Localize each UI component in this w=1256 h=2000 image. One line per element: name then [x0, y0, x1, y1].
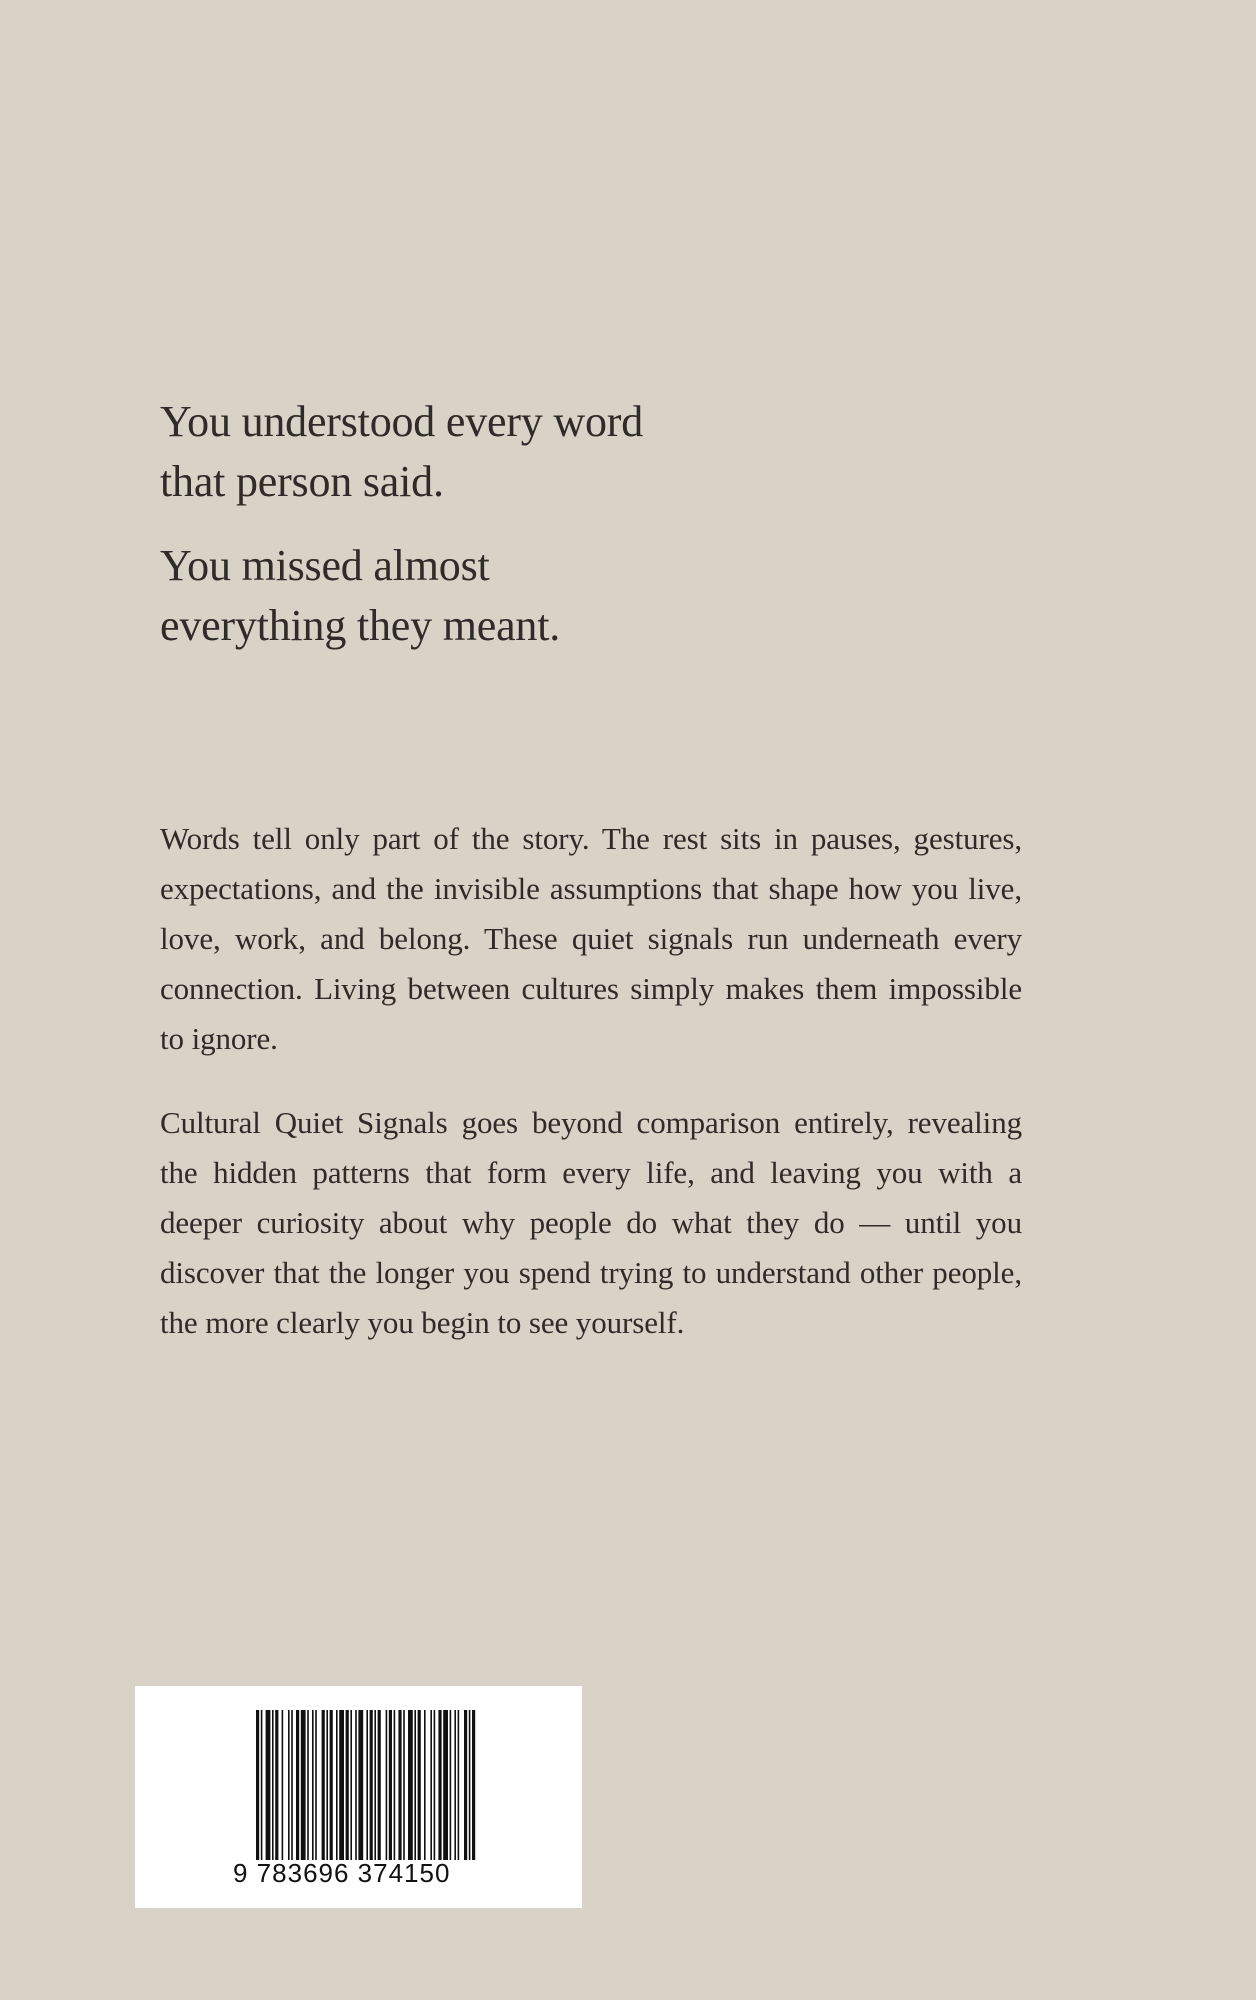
barcode-bar: [336, 1710, 338, 1860]
barcode-bar: [301, 1710, 306, 1860]
barcode-bar: [458, 1710, 460, 1860]
barcode-bar: [266, 1710, 271, 1860]
barcode-bar: [296, 1710, 299, 1860]
barcode-bar: [386, 1710, 388, 1860]
barcode-bar: [330, 1710, 333, 1860]
barcode-bar: [326, 1710, 328, 1860]
hook-text: [160, 392, 860, 680]
barcode-bar: [454, 1710, 456, 1860]
barcode-bar: [256, 1710, 259, 1860]
blurb-paragraph-1: Words tell only part of the story. The rest sits in pauses, gestures, expectations, and the invisible assumptions that shape how you live, love, work, and belong. These quiet signals run underneath every connection. Living between cultures simply makes them impossible to ignore.: [160, 821, 1022, 1056]
barcode-bar: [403, 1710, 405, 1860]
barcode-bar: [322, 1710, 325, 1860]
barcode-bar: [438, 1710, 441, 1860]
blurb-text: [160, 814, 1022, 1382]
barcode-bar: [312, 1710, 314, 1860]
barcode-bar: [418, 1710, 421, 1860]
barcode-bar: [350, 1710, 352, 1860]
barcode-bar: [450, 1710, 452, 1860]
barcode-bar: [307, 1710, 309, 1860]
barcode-bar: [472, 1710, 475, 1860]
isbn-barcode-box: [135, 1686, 582, 1908]
barcode-bar: [366, 1710, 368, 1860]
barcode-bar: [414, 1710, 416, 1860]
barcode-bar: [355, 1710, 357, 1860]
barcode-bar: [339, 1710, 344, 1860]
barcode-bar: [394, 1710, 396, 1860]
barcode-bar: [424, 1710, 426, 1860]
barcode-bar: [464, 1710, 467, 1860]
barcode-bar: [370, 1710, 373, 1860]
hook-line-2: You missed almost everything they meant.: [160, 541, 561, 650]
barcode-bar: [430, 1710, 432, 1860]
barcode-bar: [275, 1710, 278, 1860]
barcode-bar: [282, 1710, 284, 1860]
barcode-bar: [272, 1710, 274, 1860]
barcode-bar: [346, 1710, 349, 1860]
barcode-bar: [443, 1710, 448, 1860]
blurb-paragraph-2: Cultural Quiet Signals goes beyond comparison entirely, revealing the hidden patterns that form every life, and leaving you with a deeper curiosity about why people do what they do — until you discover that the longer you spend trying to understand other people, the more clearly you begin to see yourself.: [160, 1105, 1022, 1340]
barcode-bar: [408, 1710, 413, 1860]
barcode-bar: [374, 1710, 376, 1860]
barcode-bar: [291, 1710, 293, 1860]
barcode-bar: [378, 1710, 381, 1860]
barcode-bar: [358, 1710, 363, 1860]
barcode-bar: [261, 1710, 263, 1860]
barcode-bar: [288, 1710, 290, 1860]
barcode-bar: [389, 1710, 392, 1860]
barcode-bar: [434, 1710, 436, 1860]
barcode-bar: [469, 1710, 471, 1860]
barcode-bar: [398, 1710, 401, 1860]
barcode-bar: [315, 1710, 317, 1860]
isbn-digits: 9 783696 374150: [233, 1858, 451, 1888]
hook-line-1: You understood every word that person said.: [160, 397, 644, 506]
